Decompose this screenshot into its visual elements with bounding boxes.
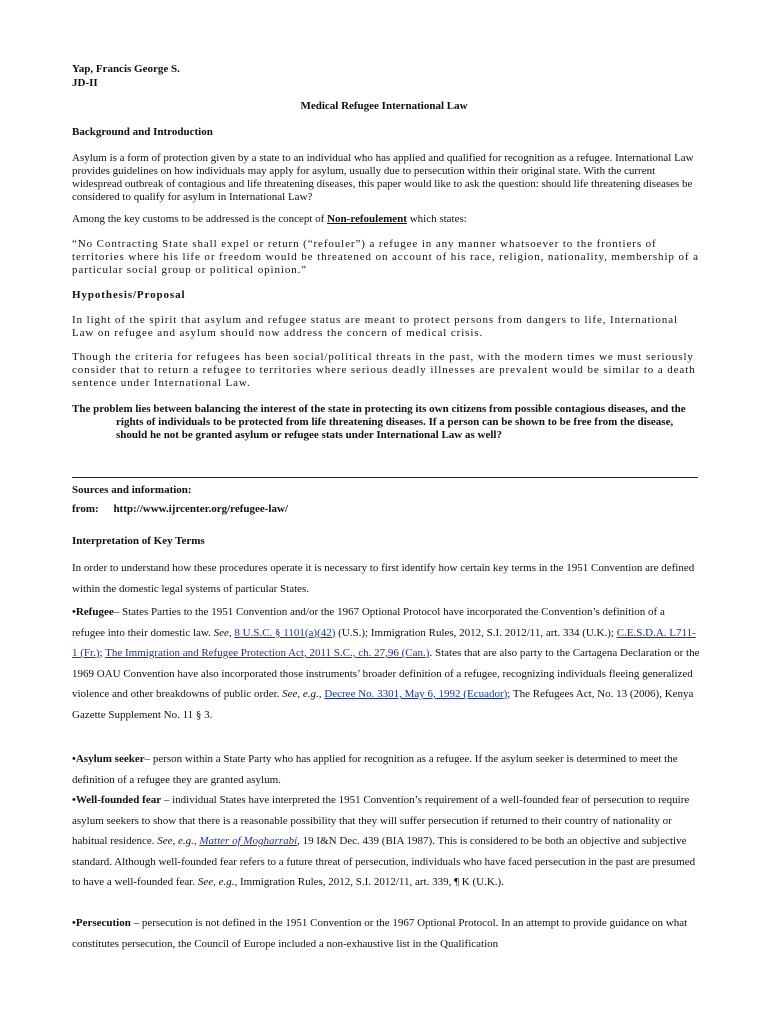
persecution-definition	[72, 913, 700, 954]
refugee-term: •Refugee	[72, 606, 114, 618]
refugee-definition	[72, 602, 700, 725]
customs-pre: Among the key customs to be addressed is the concept of	[72, 213, 328, 225]
refugee-text-4: . States that are also party to the Cartagena Declaration or the 1969 OAU Convention have also incorporated those instruments’ broader definition of a refugee, recognizing individuals fleeing generalized violence and other breakdowns of public order.	[72, 647, 700, 700]
problem-statement: The problem lies between balancing the interest of the state in protecting its own citizens from possible contagious diseases, and the rights of individuals to be protected from life threatening diseases. If a person can be shown to be free from the disease, should he not be granted asylum or refugee stats under International Law as well?	[72, 403, 686, 441]
background-paragraph: Asylum is a form of protection given by a state to an individual who has applied and qualified for recognition as a refugee. International Law provides guidelines on how individuals may apply for asylum, usually due to persecution within their original state. With the current widespread outbreak of contagious and life threatening diseases, this paper would like to ask the question: should life threatening diseases be considered to qualify for asylum in International Law?	[72, 152, 694, 203]
sources-heading: Sources and information:	[72, 484, 192, 496]
fear-text-2: , 19 I&N Dec. 439 (BIA 1987). This is considered to be both an objective and subjective standard. Although well-founded fear refers to a future threat of persecution, individuals who have faced persecution in the past are presumed to have a well-founded fear.	[72, 835, 696, 888]
refugee-text-3: ;	[99, 647, 106, 659]
author-level: JD-II	[72, 77, 98, 89]
asylum-seeker-text: – person within a State Party who has applied for recognition as a refugee. If the asylum seeker is determined to meet the definition of a refugee they are granted asylum.	[72, 753, 678, 786]
non-refoulement-term: Non-refoulement	[327, 213, 407, 225]
link-cesda[interactable]: C.E.S.D.A. L711-1 (Fr.)	[72, 626, 696, 659]
persecution-text: – persecution is not defined in the 1951 Convention or the 1967 Optional Protocol. In an attempt to provide guidance on what constitutes persecution, the Council of Europe included a non-exhaustive list in the Qualification	[72, 917, 688, 950]
sources-from	[72, 503, 700, 516]
hypothesis-paragraph-2: Though the criteria for refugees has been social/political threats in the past, with the modern times we must seriously consider that to return a refugee to territories where serious deadly illnesses are prevalent would be similar to a death sentence under International Law.	[72, 351, 696, 389]
sources-from-label: from:	[72, 503, 99, 515]
persecution-term: •Persecution	[72, 917, 131, 929]
refugee-text-1: – States Parties to the 1951 Convention and/or the 1967 Optional Protocol have incorporated the Convention’s definition of a refugee into their domestic law.	[72, 606, 665, 639]
link-usc-1101[interactable]: 8 U.S.C. § 1101(a)(42)	[234, 626, 336, 639]
non-refoulement-quote: “No Contracting State shall expel or return (“refouler”) a refugee in any manner whatsoever to the frontiers of territories where his life or freedom would be threatened on account of his race, religion, nationality, membership of a particular social group or political opinion.”	[72, 238, 699, 276]
link-irpa-canada[interactable]: The Immigration and Refugee Protection Act, 2011 S.C., ch. 27,96 (Can.)	[105, 647, 430, 659]
background-heading: Background and Introduction	[72, 126, 213, 138]
interpretation-heading: Interpretation of Key Terms	[72, 535, 205, 547]
refugee-see: See,	[213, 626, 232, 639]
fear-see-eg: See, e.g.,	[157, 835, 197, 847]
hypothesis-paragraph-1: In light of the spirit that asylum and refugee status are meant to protect persons from dangers to life, International Law on refugee and asylum should now address the concern of medical crisis.	[72, 314, 678, 339]
sources-url[interactable]: http://www.ijrcenter.org/refugee-law/	[113, 503, 288, 515]
fear-see-eg-2: See, e.g.,	[197, 876, 238, 888]
customs-post: which states:	[406, 213, 467, 225]
asylum-seeker-definition	[72, 749, 700, 790]
well-founded-fear-term: •Well-founded fear	[72, 794, 162, 806]
well-founded-fear-definition	[72, 790, 700, 893]
link-decree-ecuador[interactable]: Decree No. 3301, May 6, 1992 (Ecuador)	[324, 688, 508, 700]
fear-text-1: – individual States have interpreted the 1951 Convention’s requirement of a well-founded fear of persecution to require asylum seekers to show that there is a reasonable possibility that they will suffer persecution if returned to their country of nationality or habitual residence.	[72, 794, 690, 847]
asylum-seeker-term: •Asylum seeker	[72, 753, 145, 765]
link-matter-of-mogharrabi[interactable]: Matter of Mogharrabi	[199, 835, 298, 847]
horizontal-divider	[72, 477, 698, 478]
refugee-text-5: ; The Refugees Act, No. 13 (2006), Kenya Gazette Supplement No. 11 § 3.	[72, 688, 694, 721]
interpretation-intro: In order to understand how these procedures operate it is necessary to first identify how certain key terms in the 1951 Convention are defined within the domestic legal systems of particular States.	[72, 562, 695, 595]
author-name: Yap, Francis George S.	[72, 63, 180, 75]
document-title: Medical Refugee International Law	[300, 100, 468, 112]
customs-paragraph	[72, 213, 700, 226]
refugee-see-eg: See, e.g.,	[282, 688, 322, 700]
hypothesis-heading: Hypothesis/Proposal	[72, 289, 186, 301]
fear-text-3: Immigration Rules, 2012, S.I. 2012/11, art. 339, ¶ K (U.K.).	[237, 876, 504, 888]
refugee-text-2: (U.S.); Immigration Rules, 2012, S.I. 2012/11, art. 334 (U.K.);	[335, 626, 617, 639]
